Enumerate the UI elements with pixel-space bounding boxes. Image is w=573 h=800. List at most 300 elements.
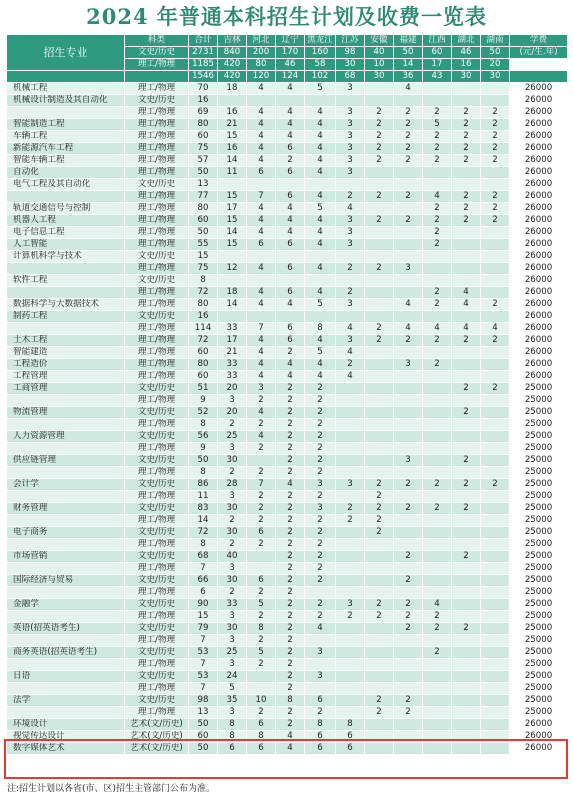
category-cell: 理工/物理 (125, 659, 189, 671)
quota-cell: 2 (305, 527, 336, 539)
quota-cell (336, 275, 365, 287)
quota-cell: 4 (305, 623, 336, 635)
quota-cell (423, 95, 452, 107)
quota-cell (365, 251, 394, 263)
quota-cell: 8 (189, 539, 218, 551)
major-cell: 数据科学与大数据技术 (7, 299, 125, 311)
category-li-spacer (125, 71, 189, 83)
quota-cell (365, 359, 394, 371)
quota-cell (423, 443, 452, 455)
quota-cell: 15 (189, 251, 218, 263)
fee-cell: 25000 (510, 647, 568, 659)
quota-cell: 2 (423, 299, 452, 311)
quota-cell: 2 (452, 383, 481, 395)
quota-cell (218, 251, 247, 263)
table-row (7, 311, 568, 323)
quota-cell: 8 (218, 719, 247, 731)
table-row (7, 143, 568, 155)
fee-cell: 26000 (510, 311, 568, 323)
quota-cell: 6 (189, 587, 218, 599)
fee-cell: 25000 (510, 515, 568, 527)
major-cell: 工程管理 (7, 371, 125, 383)
category-cell: 理工/物理 (125, 335, 189, 347)
quota-cell: 2 (276, 707, 305, 719)
quota-cell (276, 311, 305, 323)
major-cell (7, 467, 125, 479)
table-row (7, 251, 568, 263)
major-cell (7, 587, 125, 599)
quota-cell: 5 (218, 683, 247, 695)
category-cell: 理工/物理 (125, 515, 189, 527)
province-total: 2731 (189, 47, 218, 59)
quota-cell (365, 239, 394, 251)
quota-cell (481, 539, 510, 551)
quota-cell (365, 443, 394, 455)
quota-cell (394, 227, 423, 239)
quota-cell (336, 575, 365, 587)
quota-cell: 33 (218, 323, 247, 335)
fee-cell: 25000 (510, 395, 568, 407)
major-cell (7, 491, 125, 503)
quota-cell: 2 (305, 455, 336, 467)
major-cell: 金融学 (7, 599, 125, 611)
quota-cell (247, 455, 276, 467)
quota-cell (452, 743, 481, 755)
category-cell: 文史/历史 (125, 383, 189, 395)
quota-cell: 3 (336, 299, 365, 311)
fee-unit: (元/生.年) (510, 47, 568, 59)
quota-cell: 2 (336, 191, 365, 203)
quota-cell: 30 (218, 455, 247, 467)
fee-cell: 26000 (510, 155, 568, 167)
major-cell (7, 683, 125, 695)
quota-cell (481, 263, 510, 275)
quota-cell (481, 599, 510, 611)
quota-cell (394, 251, 423, 263)
quota-cell: 3 (305, 503, 336, 515)
quota-cell (423, 659, 452, 671)
quota-cell (305, 635, 336, 647)
quota-cell: 4 (452, 299, 481, 311)
quota-cell (276, 251, 305, 263)
major-cell: 软件工程 (7, 275, 125, 287)
quota-cell (394, 167, 423, 179)
quota-cell (481, 359, 510, 371)
fee-cell: 25000 (510, 659, 568, 671)
quota-cell (365, 179, 394, 191)
quota-cell (365, 659, 394, 671)
quota-cell (394, 527, 423, 539)
quota-cell (336, 623, 365, 635)
table-row (7, 671, 568, 683)
category-cell: 文史/历史 (125, 455, 189, 467)
quota-cell (481, 455, 510, 467)
major-cell (7, 443, 125, 455)
quota-cell: 3 (336, 143, 365, 155)
quota-cell (452, 167, 481, 179)
province-wen: 20 (481, 59, 510, 71)
quota-cell: 6 (336, 743, 365, 755)
quota-cell: 4 (276, 299, 305, 311)
province-wen: 30 (336, 59, 365, 71)
table-row (7, 155, 568, 167)
quota-cell (365, 683, 394, 695)
quota-cell (481, 563, 510, 575)
quota-cell: 3 (336, 155, 365, 167)
table-row (7, 623, 568, 635)
category-cell: 理工/物理 (125, 359, 189, 371)
table-row (7, 179, 568, 191)
major-cell: 数字媒体艺术 (7, 743, 125, 755)
category-cell: 文史/历史 (125, 251, 189, 263)
table-header (7, 35, 568, 83)
quota-cell (394, 743, 423, 755)
quota-cell (481, 347, 510, 359)
quota-cell: 5 (247, 599, 276, 611)
quota-cell: 2 (336, 515, 365, 527)
quota-cell (336, 551, 365, 563)
quota-cell: 7 (189, 635, 218, 647)
quota-cell (452, 359, 481, 371)
quota-cell: 2 (452, 191, 481, 203)
category-cell: 理工/物理 (125, 299, 189, 311)
fee-cell: 25000 (510, 383, 568, 395)
table-row (7, 347, 568, 359)
fee-cell: 25000 (510, 695, 568, 707)
quota-cell: 3 (336, 119, 365, 131)
quota-cell: 5 (305, 203, 336, 215)
quota-cell: 2 (218, 539, 247, 551)
quota-cell: 2 (305, 707, 336, 719)
category-cell: 文史/历史 (125, 575, 189, 587)
quota-cell: 4 (423, 191, 452, 203)
quota-cell: 4 (276, 131, 305, 143)
fee-cell: 25000 (510, 563, 568, 575)
fee-cell: 26000 (510, 287, 568, 299)
province-name: 安徽 (365, 35, 394, 47)
quota-cell (423, 395, 452, 407)
quota-cell (305, 683, 336, 695)
table-row (7, 455, 568, 467)
quota-cell: 2 (305, 491, 336, 503)
quota-cell (452, 83, 481, 95)
quota-cell (452, 443, 481, 455)
quota-cell: 7 (189, 659, 218, 671)
quota-cell: 2 (305, 443, 336, 455)
table-row (7, 479, 568, 491)
quota-cell: 4 (247, 359, 276, 371)
quota-cell: 2 (276, 575, 305, 587)
province-wen: 1185 (189, 59, 218, 71)
major-cell (7, 539, 125, 551)
quota-cell: 2 (276, 563, 305, 575)
fee-cell: 26000 (510, 167, 568, 179)
province-total: 46 (452, 47, 481, 59)
quota-cell: 2 (481, 191, 510, 203)
quota-cell: 7 (247, 323, 276, 335)
quota-cell (481, 671, 510, 683)
major-cell: 英语(招英语考生) (7, 623, 125, 635)
quota-cell: 4 (336, 323, 365, 335)
quota-cell (365, 395, 394, 407)
table-row (7, 707, 568, 719)
quota-cell: 2 (394, 155, 423, 167)
major-cell (7, 395, 125, 407)
quota-cell: 2 (305, 599, 336, 611)
category-cell: 文史/历史 (125, 671, 189, 683)
quota-cell: 50 (189, 719, 218, 731)
quota-cell (423, 635, 452, 647)
quota-cell: 17 (218, 335, 247, 347)
quota-cell (394, 671, 423, 683)
quota-cell: 80 (189, 119, 218, 131)
quota-cell: 86 (189, 479, 218, 491)
major-cell: 机械工程 (7, 83, 125, 95)
quota-cell (394, 311, 423, 323)
quota-cell (452, 587, 481, 599)
quota-cell: 24 (218, 671, 247, 683)
quota-cell: 4 (305, 107, 336, 119)
quota-cell: 14 (218, 155, 247, 167)
quota-cell: 98 (189, 695, 218, 707)
quota-cell: 18 (218, 83, 247, 95)
province-name: 江西 (423, 35, 452, 47)
table-row (7, 563, 568, 575)
quota-cell (394, 347, 423, 359)
quota-cell: 6 (276, 239, 305, 251)
quota-cell: 4 (276, 359, 305, 371)
category-cell: 理工/物理 (125, 635, 189, 647)
quota-cell (423, 311, 452, 323)
table-row (7, 131, 568, 143)
province-li: 1546 (189, 71, 218, 83)
table-row (7, 227, 568, 239)
quota-cell (336, 563, 365, 575)
quota-cell: 33 (218, 359, 247, 371)
quota-cell (452, 491, 481, 503)
major-cell: 工商管理 (7, 383, 125, 395)
quota-cell (481, 431, 510, 443)
quota-cell: 3 (394, 263, 423, 275)
quota-cell (218, 275, 247, 287)
footnote: 注:招生计划以各省(市、区)招生主管部门公布为准。 (7, 784, 216, 794)
category-cell: 文史/历史 (125, 407, 189, 419)
quota-cell (423, 275, 452, 287)
table-row (7, 731, 568, 743)
category-cell: 理工/物理 (125, 263, 189, 275)
quota-cell: 3 (394, 359, 423, 371)
category-cell: 理工/物理 (125, 83, 189, 95)
table-row (7, 635, 568, 647)
table-row (7, 239, 568, 251)
quota-cell: 2 (423, 287, 452, 299)
major-cell: 日语 (7, 671, 125, 683)
quota-cell: 2 (276, 671, 305, 683)
table-row (7, 467, 568, 479)
quota-cell (336, 455, 365, 467)
quota-cell: 4 (305, 143, 336, 155)
quota-cell: 16 (189, 311, 218, 323)
quota-cell: 4 (305, 191, 336, 203)
quota-cell (365, 539, 394, 551)
quota-cell: 2 (276, 623, 305, 635)
quota-cell: 4 (276, 227, 305, 239)
major-cell (7, 323, 125, 335)
quota-cell: 2 (452, 335, 481, 347)
quota-cell: 33 (218, 371, 247, 383)
quota-cell: 2 (276, 611, 305, 623)
quota-cell: 2 (365, 611, 394, 623)
major-cell: 人工智能 (7, 239, 125, 251)
major-cell (7, 191, 125, 203)
quota-cell: 4 (247, 215, 276, 227)
quota-cell: 2 (365, 527, 394, 539)
quota-cell: 4 (247, 131, 276, 143)
quota-cell (394, 731, 423, 743)
quota-cell: 7 (247, 479, 276, 491)
quota-cell: 4 (276, 83, 305, 95)
quota-cell: 18 (218, 287, 247, 299)
major-cell: 新能源汽车工程 (7, 143, 125, 155)
quota-cell: 2 (394, 695, 423, 707)
table-row (7, 551, 568, 563)
quota-cell: 4 (305, 131, 336, 143)
quota-cell: 4 (276, 743, 305, 755)
category-cell: 文史/历史 (125, 623, 189, 635)
category-header: 科类 (125, 35, 189, 47)
quota-cell (481, 179, 510, 191)
category-cell: 理工/物理 (125, 191, 189, 203)
table-row (7, 119, 568, 131)
major-cell: 电子信息工程 (7, 227, 125, 239)
quota-cell: 16 (218, 143, 247, 155)
quota-cell (276, 275, 305, 287)
province-wen: 10 (365, 59, 394, 71)
category-cell: 艺术(文/历史) (125, 743, 189, 755)
table-row (7, 383, 568, 395)
quota-cell: 14 (189, 515, 218, 527)
quota-cell (394, 407, 423, 419)
quota-cell: 4 (423, 599, 452, 611)
quota-cell (452, 263, 481, 275)
major-cell: 财务管理 (7, 503, 125, 515)
province-wen: 17 (423, 59, 452, 71)
quota-cell: 8 (247, 623, 276, 635)
category-li: 理工/物理 (125, 59, 189, 71)
quota-cell (336, 431, 365, 443)
quota-cell (394, 659, 423, 671)
major-cell (7, 287, 125, 299)
quota-cell: 2 (452, 623, 481, 635)
fee-cell: 25000 (510, 707, 568, 719)
quota-cell: 80 (189, 359, 218, 371)
category-cell: 理工/物理 (125, 371, 189, 383)
quota-cell (365, 83, 394, 95)
quota-cell (481, 635, 510, 647)
quota-cell (365, 623, 394, 635)
quota-cell: 2 (247, 659, 276, 671)
quota-cell: 4 (276, 107, 305, 119)
quota-cell: 3 (336, 479, 365, 491)
quota-cell (394, 371, 423, 383)
fee-cell: 25000 (510, 623, 568, 635)
quota-cell: 3 (394, 455, 423, 467)
quota-cell: 50 (189, 227, 218, 239)
category-cell: 理工/物理 (125, 203, 189, 215)
quota-cell: 2 (423, 155, 452, 167)
fee-cell: 26000 (510, 179, 568, 191)
major-cell (7, 707, 125, 719)
quota-cell (452, 659, 481, 671)
quota-cell (481, 95, 510, 107)
quota-cell: 79 (189, 623, 218, 635)
table-row (7, 515, 568, 527)
quota-cell (452, 695, 481, 707)
quota-cell: 6 (305, 731, 336, 743)
quota-cell: 2 (276, 551, 305, 563)
province-li: 30 (481, 71, 510, 83)
quota-cell (394, 395, 423, 407)
quota-cell: 68 (189, 551, 218, 563)
category-cell: 理工/物理 (125, 131, 189, 143)
quota-cell (423, 167, 452, 179)
major-cell: 环境设计 (7, 719, 125, 731)
quota-cell: 6 (218, 743, 247, 755)
quota-cell: 3 (336, 599, 365, 611)
quota-cell (365, 743, 394, 755)
table-row (7, 539, 568, 551)
fee-cell: 26000 (510, 263, 568, 275)
quota-cell: 5 (305, 299, 336, 311)
fee-cell: 25000 (510, 635, 568, 647)
quota-cell: 69 (189, 107, 218, 119)
table-row (7, 275, 568, 287)
category-cell: 理工/物理 (125, 467, 189, 479)
quota-cell: 60 (189, 131, 218, 143)
fee-cell: 25000 (510, 611, 568, 623)
quota-cell: 35 (218, 695, 247, 707)
quota-cell: 2 (247, 443, 276, 455)
quota-cell: 2 (365, 191, 394, 203)
category-cell: 理工/物理 (125, 491, 189, 503)
quota-cell (481, 371, 510, 383)
quota-cell: 3 (336, 131, 365, 143)
quota-cell (336, 395, 365, 407)
quota-cell: 56 (189, 431, 218, 443)
quota-cell: 2 (394, 131, 423, 143)
quota-cell (247, 179, 276, 191)
fee-cell: 26000 (510, 731, 568, 743)
quota-cell (247, 251, 276, 263)
quota-cell (394, 275, 423, 287)
quota-cell (218, 179, 247, 191)
quota-cell (365, 95, 394, 107)
fee-cell: 25000 (510, 683, 568, 695)
quota-cell: 2 (276, 407, 305, 419)
quota-cell: 2 (394, 191, 423, 203)
quota-cell: 4 (247, 107, 276, 119)
quota-cell (336, 707, 365, 719)
fee-cell: 26000 (510, 215, 568, 227)
quota-cell: 3 (336, 167, 365, 179)
fee-cell: 26000 (510, 83, 568, 95)
quota-cell: 2 (276, 467, 305, 479)
quota-cell: 28 (218, 479, 247, 491)
quota-cell (452, 95, 481, 107)
major-cell: 车辆工程 (7, 131, 125, 143)
quota-cell (452, 647, 481, 659)
fee-cell: 26000 (510, 191, 568, 203)
